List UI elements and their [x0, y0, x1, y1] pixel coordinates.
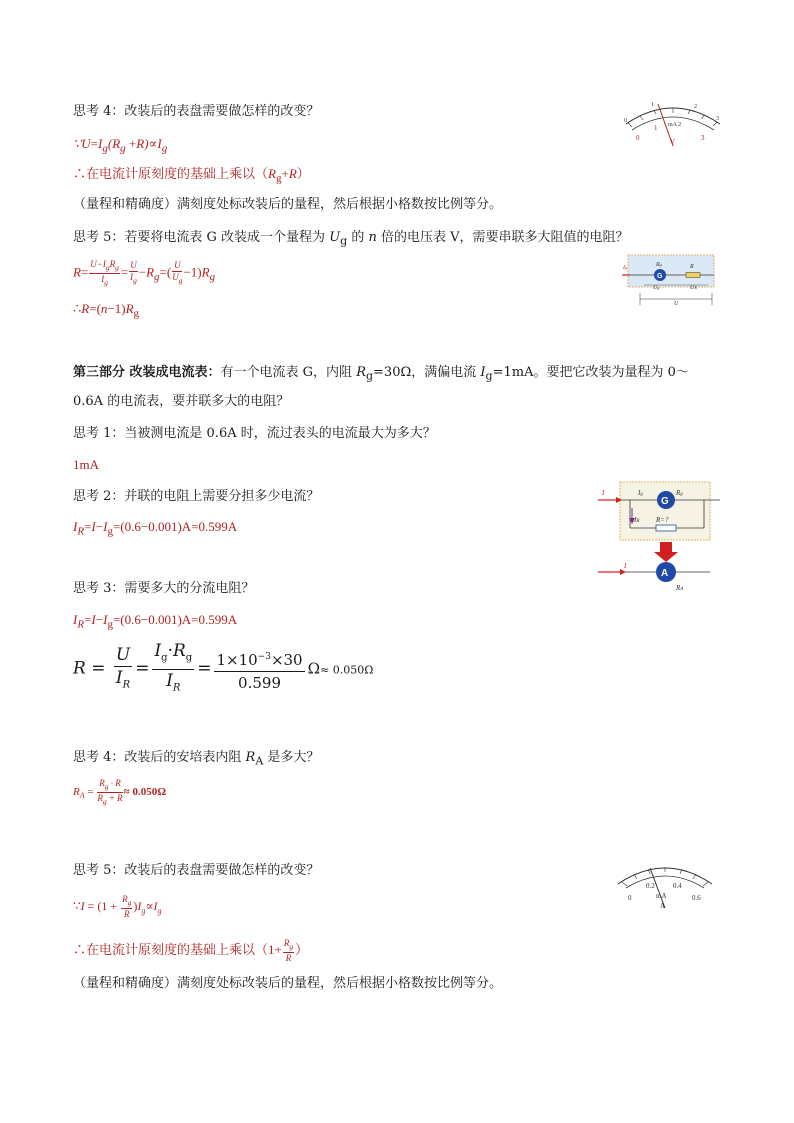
- vdial-inner-0: 0: [624, 118, 627, 124]
- shunt-formula-result: ≈ 0.050Ω: [320, 663, 374, 677]
- think4-ra-question: 思考 4：改装后的安培表内阻 $R_A$ 是多大？: [73, 750, 320, 768]
- parallel-g-label: G: [661, 496, 669, 507]
- think1-question: 思考 1：当被测电流是 0.6A 时，流过表头的电流最大为多大？: [73, 426, 436, 441]
- part3-heading: 第三部分 改装成电流表：有一个电流表 G，内阻 $R_g=30\Omega$，满偏电流 $I_g=1mA$。要把它改装为量程为 0～: [73, 365, 689, 383]
- think5-meter-answer-scale: （量程和精确度）满刻度处标改装后的量程，然后根据小格数按比例等分。: [73, 976, 503, 991]
- vdial-tick-3: 3: [701, 134, 705, 142]
- shunt-formula: R = $\frac{U}{I_R}$ = $\frac{I_g\cdot R_g}{I_R}$ = $\frac{1\times 10^{-3}\times 30}{0.599}$ Ω≈ 0.050Ω: [73, 641, 374, 694]
- think2-question: 思考 2：并联的电阻上需要分担多少电流？: [73, 489, 320, 504]
- svg-text:I: I: [602, 489, 605, 497]
- vdial-tick-1: 1: [654, 124, 658, 132]
- svg-text:Rg: Rg: [656, 262, 662, 268]
- think4-formula: $\because U=I_g(R_g +R)\propto I_g$: [73, 136, 168, 155]
- think5-answer: $\therefore R=(n-1)R_g$: [73, 301, 140, 320]
- adial-tick-0: 0: [628, 894, 632, 902]
- svg-text:Rg: Rg: [676, 489, 683, 497]
- svg-text:R: R: [690, 264, 694, 270]
- think4-answer-multiply: ∴在电流计原刻度的基础上乘以$(R_g+R)$: [73, 166, 310, 185]
- think5-question: 思考 5：若要将电流表 G 改装成一个量程为 $U_g$ 的 n 倍的电压表 V，需要串联多大阻值的电阻？: [73, 230, 629, 248]
- vdial-unit-outer: V: [670, 138, 676, 146]
- vdial-unit-inner: mA 2: [668, 122, 682, 128]
- vdial-inner-3: 3: [716, 116, 719, 122]
- vdial-inner-1: 1: [651, 102, 654, 108]
- parallel-circuit-figure: [594, 480, 724, 598]
- think4-question: 思考 4：改装后的表盘需要做怎样的改变？: [73, 104, 320, 119]
- think1-answer: 1mA: [73, 457, 99, 472]
- vdial-inner-2: 2: [694, 104, 697, 110]
- think5-formula: R= $\frac{U-I_gR_g}{I_g}$ = $\frac{U}{I_g}$ $-R_g=$( $\frac{U}{U_g}$ $-1)R_g$: [73, 259, 216, 287]
- adial-tick-0-2: 0.2: [646, 882, 655, 890]
- series-g-label: G: [657, 273, 663, 280]
- think3-question: 思考 3：需要多大的分流电阻？: [73, 581, 255, 596]
- adial-unit-inner: mA: [656, 892, 667, 900]
- part3-title: 第三部分 改装成电流表：: [73, 365, 221, 380]
- svg-text:UR: UR: [690, 285, 697, 291]
- svg-text:Ig: Ig: [638, 489, 643, 497]
- series-circuit-figure: [620, 253, 716, 311]
- ammeter-dial-figure: [614, 858, 716, 914]
- adial-tick-0-4: 0.4: [673, 882, 682, 890]
- svg-text:R=?: R=?: [656, 516, 669, 524]
- think4-answer-scale: （量程和精确度）满刻度处标改装后的量程，然后根据小格数按比例等分。: [73, 197, 503, 212]
- think4-ra-result: ≈ 0.050Ω: [123, 786, 167, 798]
- adial-tick-0-6: 0.6: [692, 894, 701, 902]
- part3-text-line2: 0.6A 的电流表，要并联多大的电阻？: [73, 394, 290, 409]
- think5-meter-question: 思考 5：改装后的表盘需要做怎样的改变？: [73, 863, 320, 878]
- think4-ra-formula: $R_A$ = $\frac{R_g \cdot R}{R_g + R}$ ≈ 0.050Ω: [73, 778, 167, 806]
- voltmeter-dial-figure: [618, 96, 728, 152]
- svg-text:Ug: Ug: [653, 285, 660, 291]
- vdial-tick-0: 0: [636, 134, 640, 142]
- svg-text:IR: IR: [634, 516, 640, 524]
- think5-meter-answer-multiply: ∴在电流计原刻度的基础上乘以（1+ $\frac{R_g}{R}$ ）: [73, 938, 309, 963]
- think5-meter-formula: ∵I = (1 + $\frac{R_g}{R}$ )$I_g\propto I_g$: [73, 894, 162, 920]
- think2-answer: $I_R=I-I_g=(0.6-0.001)A=0.599A$: [73, 519, 238, 538]
- parallel-a-label: A: [661, 568, 669, 579]
- svg-text:Ig: Ig: [623, 265, 627, 271]
- svg-text:U: U: [674, 301, 679, 307]
- think3-answer: $I_R=I-I_g=(0.6-0.001)A=0.599A$: [73, 612, 238, 631]
- svg-text:I: I: [624, 562, 627, 570]
- adial-unit-outer: A: [660, 902, 666, 910]
- svg-text:RA: RA: [676, 584, 684, 592]
